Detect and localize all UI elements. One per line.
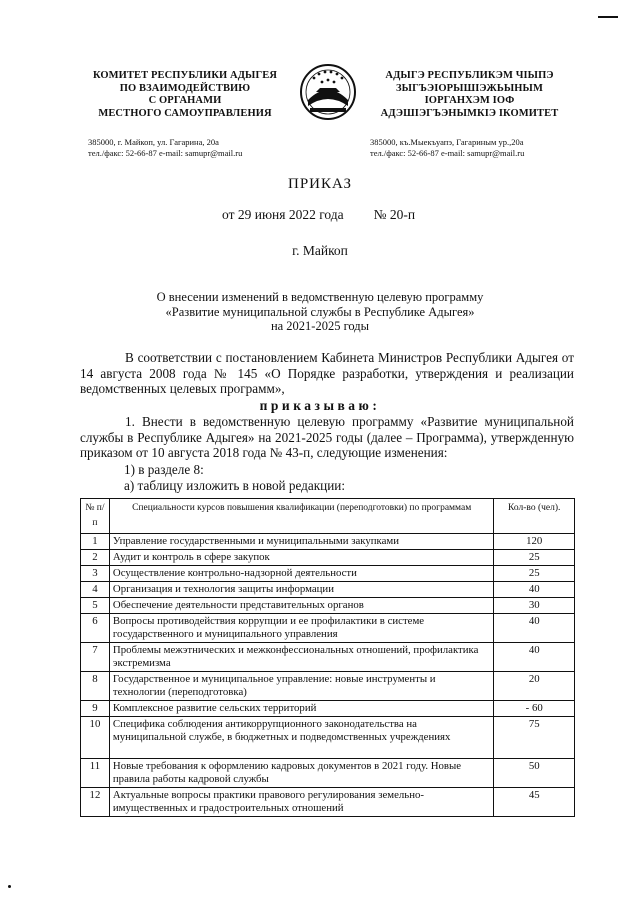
left-address-line: тел./факс: 52-66-87 e-mail: samupr@mail.ru xyxy=(88,148,243,158)
order-date: от 29 июня 2022 года xyxy=(222,207,344,222)
row-num: 9 xyxy=(81,701,110,717)
row-title: Осуществление контрольно-надзорной деятельности xyxy=(109,566,494,582)
right-org-line: АДЫГЭ РЕСПУБЛИКЭМ ЧIЫПЭ xyxy=(385,70,554,81)
row-count: 25 xyxy=(494,550,575,566)
adygea-emblem-icon xyxy=(296,62,360,120)
corner-mark xyxy=(598,16,618,18)
row-count: - 60 xyxy=(494,701,575,717)
left-org-line: КОМИТЕТ РЕСПУБЛИКИ АДЫГЕЯ xyxy=(92,70,278,81)
row-title: Специфика соблюдения антикоррупционного законодательства на муниципальной службе, в бюджетных и подведомственных учреждениях xyxy=(109,717,494,759)
row-num: 12 xyxy=(81,788,110,817)
row-title: Государственное и муниципальное управление: новые инструменты и технологии (переподготовка) xyxy=(109,672,494,701)
right-org-line: АДЭШIЭГЪЭНЫМКIЭ IКОМИТЕТ xyxy=(380,107,559,119)
left-org-line: С ОРГАНАМИ xyxy=(148,95,222,106)
row-num: 6 xyxy=(81,614,110,643)
row-num: 11 xyxy=(81,759,110,788)
table-row xyxy=(81,582,575,598)
date-number-line xyxy=(222,207,415,223)
left-address xyxy=(88,137,242,159)
header-num: № п/п xyxy=(81,499,110,534)
header-count: Кол-во (чел). xyxy=(494,499,575,534)
city: г. Майкоп xyxy=(292,243,348,258)
row-count: 40 xyxy=(494,614,575,643)
clause-1-1: 1) в разделе 8: xyxy=(124,462,204,477)
preamble-paragraph: В соответствии с постановлением Кабинета Министров Республики Адыгея от 14 августа 2008 года № 145 «О Порядке разработки, утверждения и реализации ведомственных целевых программ», xyxy=(80,350,574,396)
row-count: 50 xyxy=(494,759,575,788)
row-title: Аудит и контроль в сфере закупок xyxy=(109,550,494,566)
row-num: 1 xyxy=(81,534,110,550)
row-title: Актуальные вопросы практики правового регулирования земельно-имущественных и градостроительных отношений xyxy=(109,788,494,817)
table-row xyxy=(81,534,575,550)
right-address-line: тел./факс: 52-66-87 e-mail: samupr@mail.ru xyxy=(370,148,525,158)
row-title: Новые требования к оформлению кадровых документов в 2021 году. Новые правила работы кадровой службы xyxy=(109,759,494,788)
left-address-line: 385000, г. Майкоп, ул. Гагарина, 20а xyxy=(88,137,219,147)
right-address-line: 385000, къ.Мыекъуапэ, Гагариным ур.,20а xyxy=(370,137,524,147)
table-header-row xyxy=(81,499,575,534)
row-title: Проблемы межэтнических и межконфессиональных отношений, профилактика экстремизма xyxy=(109,643,494,672)
row-title: Комплексное развитие сельских территорий xyxy=(109,701,494,717)
row-num: 10 xyxy=(81,717,110,759)
row-count: 30 xyxy=(494,598,575,614)
row-count: 40 xyxy=(494,582,575,598)
order-number: № 20-п xyxy=(373,207,416,222)
row-count: 45 xyxy=(494,788,575,817)
row-num: 5 xyxy=(81,598,110,614)
row-count: 75 xyxy=(494,717,575,759)
table-row xyxy=(81,717,575,759)
row-count: 120 xyxy=(494,534,575,550)
row-num: 7 xyxy=(81,643,110,672)
right-org-line: IОРГАНХЭМ IОФ xyxy=(424,95,515,106)
row-num: 2 xyxy=(81,550,110,566)
order-subject xyxy=(120,290,520,334)
subject-line: О внесении изменений в ведомственную целевую программу xyxy=(156,290,484,304)
left-org-line: ПО ВЗАИМОДЕЙСТВИЮ xyxy=(119,82,251,94)
table-row xyxy=(81,614,575,643)
left-org-name xyxy=(80,70,290,120)
table-row xyxy=(81,788,575,817)
row-num: 3 xyxy=(81,566,110,582)
table-row xyxy=(81,759,575,788)
subject-line: на 2021-2025 годы xyxy=(270,319,370,333)
table-row xyxy=(81,550,575,566)
row-num: 4 xyxy=(81,582,110,598)
table-row xyxy=(81,598,575,614)
left-org-line: МЕСТНОГО САМОУПРАВЛЕНИЯ xyxy=(98,107,272,119)
clause-1-paragraph: 1. Внести в ведомственную целевую программу «Развитие муниципальной службы в Республике Адыгея» на 2021-2025 годы (далее – Программа), утвержденную приказом от 10 августа 2018 года № 43-п, следующие изменения: xyxy=(80,414,574,460)
table-row xyxy=(81,701,575,717)
courses-table xyxy=(80,498,575,817)
row-count: 20 xyxy=(494,672,575,701)
right-org-line: ЗЫГЪЭIОРЫШIЭЖЬЫНЫМ xyxy=(396,82,543,94)
order-keyword: приказываю: xyxy=(259,398,381,413)
row-num: 8 xyxy=(81,672,110,701)
row-title: Управление государственными и муниципальными закупками xyxy=(109,534,494,550)
row-count: 25 xyxy=(494,566,575,582)
table-row xyxy=(81,566,575,582)
header-title: Специальности курсов повышения квалификации (переподготовки) по программам xyxy=(109,499,494,534)
row-title: Вопросы противодействия коррупции и ее профилактики в системе государственного и муниципального управления xyxy=(109,614,494,643)
row-title: Обеспечение деятельности представительных органов xyxy=(109,598,494,614)
clause-1-1-a: а) таблицу изложить в новой редакции: xyxy=(124,478,345,493)
scan-speck xyxy=(8,885,11,888)
row-count: 40 xyxy=(494,643,575,672)
table-row xyxy=(81,672,575,701)
subject-line: «Развитие муниципальной службы в Республике Адыгея» xyxy=(165,304,475,319)
table-row xyxy=(81,643,575,672)
row-title: Организация и технология защиты информации xyxy=(109,582,494,598)
right-address xyxy=(370,137,524,159)
right-org-name xyxy=(362,70,577,120)
document-title: ПРИКАЗ xyxy=(288,176,352,192)
